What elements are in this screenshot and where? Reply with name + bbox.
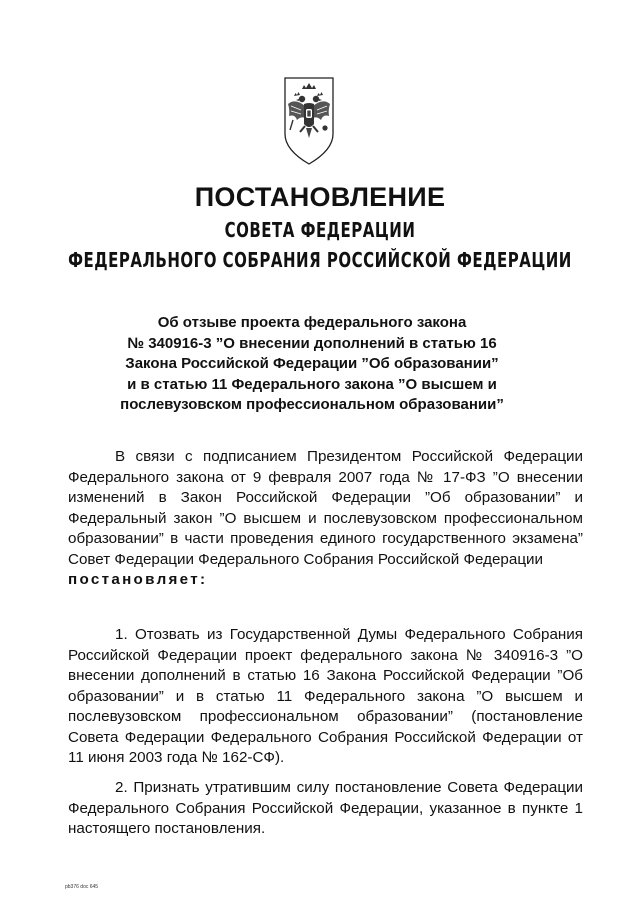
subject-line: Об отзыве проекта федерального закона (157, 314, 467, 331)
coat-of-arms-icon (283, 76, 335, 166)
subject-line: послевузовском профессиональном образовании” (120, 396, 504, 413)
subject-line: Закона Российской Федерации ”Об образовании” (125, 355, 499, 372)
preamble-paragraph (68, 447, 583, 591)
resolution-item-2 (68, 778, 583, 840)
preamble-text: В связи с подписанием Президентом Российской Федерации Федерального закона от 9 февраля 2007 года № 17-ФЗ ”О внесении изменений в Закон Российской Федерации ”Об образовании” и Федеральный закон ”О высшем и послевузовском профессиональном образовании” в части проведения единого государственного экзамена” Совет Федерации Федерального Собрания Российской Федерации (68, 448, 583, 568)
issuer-line-1: СОВЕТА ФЕДЕРАЦИИ (224, 217, 416, 243)
resolution-item-1 (68, 625, 583, 769)
subject-line: и в статью 11 Федерального закона ”О высшем и (127, 375, 497, 393)
resolves-word: постановляет: (68, 571, 208, 588)
document-subject (96, 313, 528, 416)
item-1-text: 1. Отозвать из Государственной Думы Федерального Собрания Российской Федерации проект федерального закона № 340916-3 ”О внесении дополнений в статью 16 Закона Российской Федерации ”Об образовании” и в статью 11 Федерального закона ”О высшем и послевузовском профессиональном образовании” (постановление Совета Федерации Федерального Собрания Российской Федерации от 11 июня 2003 года № 162-СФ). (68, 626, 583, 766)
item-2-text: 2. Признать утратившим силу постановление Совета Федерации Федерального Собрания Российской Федерации, указанное в пункте 1 настоящего постановления. (68, 779, 583, 837)
document-title: ПОСТАНОВЛЕНИЕ (194, 182, 446, 212)
subject-line: № 340916-3 ”О внесении дополнений в статью 16 (127, 334, 497, 352)
document-reference: pb376 doc 645 (65, 884, 99, 890)
issuer-line-2: ФЕДЕРАЛЬНОГО СОБРАНИЯ РОССИЙСКОЙ ФЕДЕРАЦИИ (68, 247, 572, 273)
